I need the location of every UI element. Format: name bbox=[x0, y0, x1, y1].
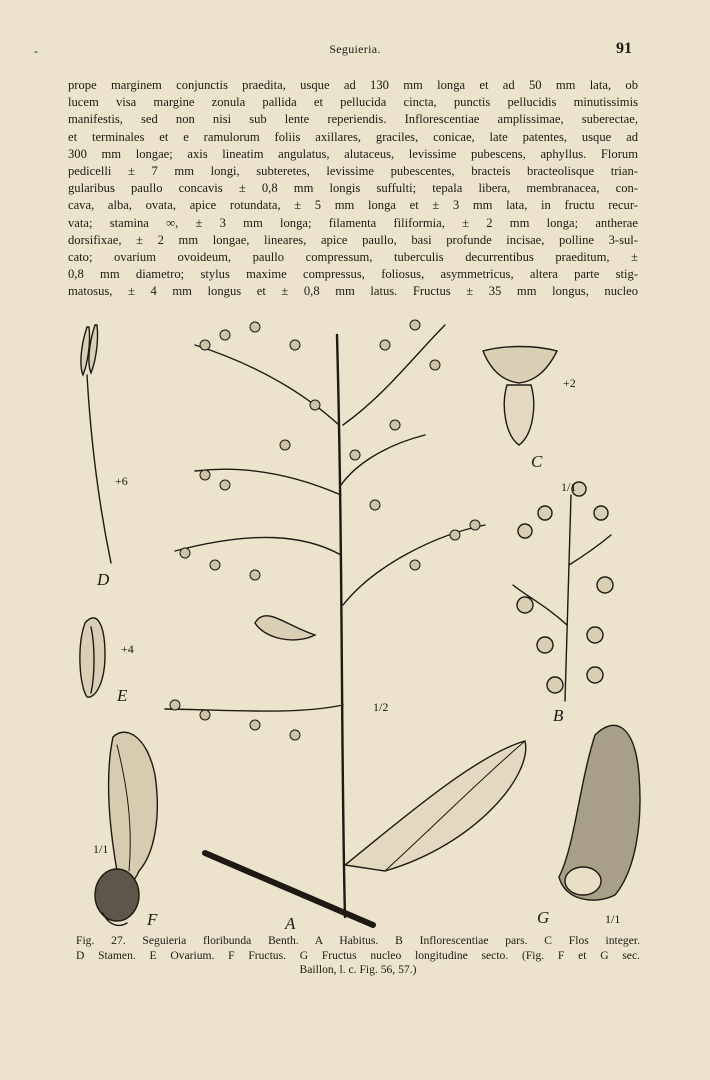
body-line: cava, alba, ovata, apice rotundata, ± 5 mm longa et ± 3 mm lata, in fructu recur- bbox=[68, 198, 638, 213]
figure-drawing bbox=[55, 305, 675, 935]
scale-A: 1/2 bbox=[373, 700, 389, 714]
body-line: 300 mm longae; axis lineatim angulatus, alutaceus, levissime pubescens, aphyllus. Florum bbox=[68, 146, 638, 161]
body-line: 0,8 mm diametro; stylus maxime compressus, foliosus, asymmetricus, altera parte stig- bbox=[68, 267, 638, 282]
page-number: 91 bbox=[616, 40, 632, 57]
body-line: lucem visa margine zonula pallida et pellucida cincta, punctis pellucidis minutissimis bbox=[68, 95, 638, 110]
fruit-section-illustration bbox=[559, 725, 640, 900]
habit-illustration bbox=[165, 325, 526, 925]
flower-cluster-decoration bbox=[170, 320, 480, 740]
label-E: E bbox=[117, 686, 128, 705]
body-line: dorsifixae, ± 2 mm longae, lineares, apice paullo, basi profunde incisae, polline 3-sul- bbox=[68, 232, 638, 247]
scale-G: 1/1 bbox=[605, 912, 621, 926]
caption-line: Baillon, l. c. Fig. 56, 57.) bbox=[299, 963, 417, 976]
body-line: pedicelli ± 7 mm longi, subteretes, levissime pubescentes, bracteis bracteolisque trian- bbox=[68, 164, 638, 179]
caption-line: Fig. 27. Seguieria floribunda Benth. A Habitus. B Inflorescentiae pars. C Flos integer. bbox=[76, 934, 640, 947]
body-line: et terminales et e ramulorum foliis axillares, graciles, conicae, late patentes, usque ad bbox=[68, 129, 638, 144]
label-C: C bbox=[531, 452, 543, 471]
body-line: manifestis, sed non nisi sub lente reperiendis. Inflorescentiae amplissimae, suberectae, bbox=[68, 112, 638, 127]
inflorescence-illustration bbox=[513, 482, 613, 701]
margin-mark: - bbox=[34, 44, 38, 58]
body-line: prope marginem conjunctis praedita, usque ad 130 mm longa et ad 50 mm lata, ob bbox=[68, 78, 638, 92]
caption-line: D Stamen. E Ovarium. F Fructus. G Fructus nucleo longitudine secto. (Fig. F et G sec. bbox=[76, 948, 640, 962]
label-A: A bbox=[285, 914, 296, 933]
scale-F: 1/1 bbox=[93, 842, 109, 856]
flower-illustration bbox=[483, 347, 557, 446]
body-paragraph bbox=[68, 77, 638, 301]
body-line: gularibus paullo concavis ± 0,8 mm longis suffulti; tepala libera, membranacea, con- bbox=[68, 181, 638, 196]
label-B: B bbox=[553, 706, 564, 725]
scale-E: +4 bbox=[121, 642, 134, 656]
scale-B: 1/1 bbox=[561, 480, 577, 494]
body-line: vata; stamina ∞, ± 3 mm longa; filamenta filiformia, ± 2 mm longa; antherae bbox=[68, 215, 638, 230]
fruit-illustration bbox=[95, 732, 157, 925]
label-D: D bbox=[97, 570, 110, 589]
running-title: Seguieria. bbox=[329, 42, 381, 56]
label-F: F bbox=[147, 910, 158, 929]
botanical-figure bbox=[55, 305, 675, 935]
ovary-illustration bbox=[80, 618, 105, 697]
stamen-illustration bbox=[81, 325, 111, 563]
body-line: matosus, ± 4 mm longus et ± 0,8 mm latus. Fructus ± 35 mm longus, nucleo bbox=[68, 284, 638, 299]
running-head bbox=[0, 40, 710, 64]
figure-caption bbox=[76, 934, 640, 978]
scale-D: +6 bbox=[115, 474, 128, 488]
label-G: G bbox=[537, 908, 550, 927]
body-line: cato; ovarium ovoideum, paullo compressum, tuberculis decurrentibus praeditum, ± bbox=[68, 250, 638, 265]
scale-C: +2 bbox=[563, 376, 576, 390]
